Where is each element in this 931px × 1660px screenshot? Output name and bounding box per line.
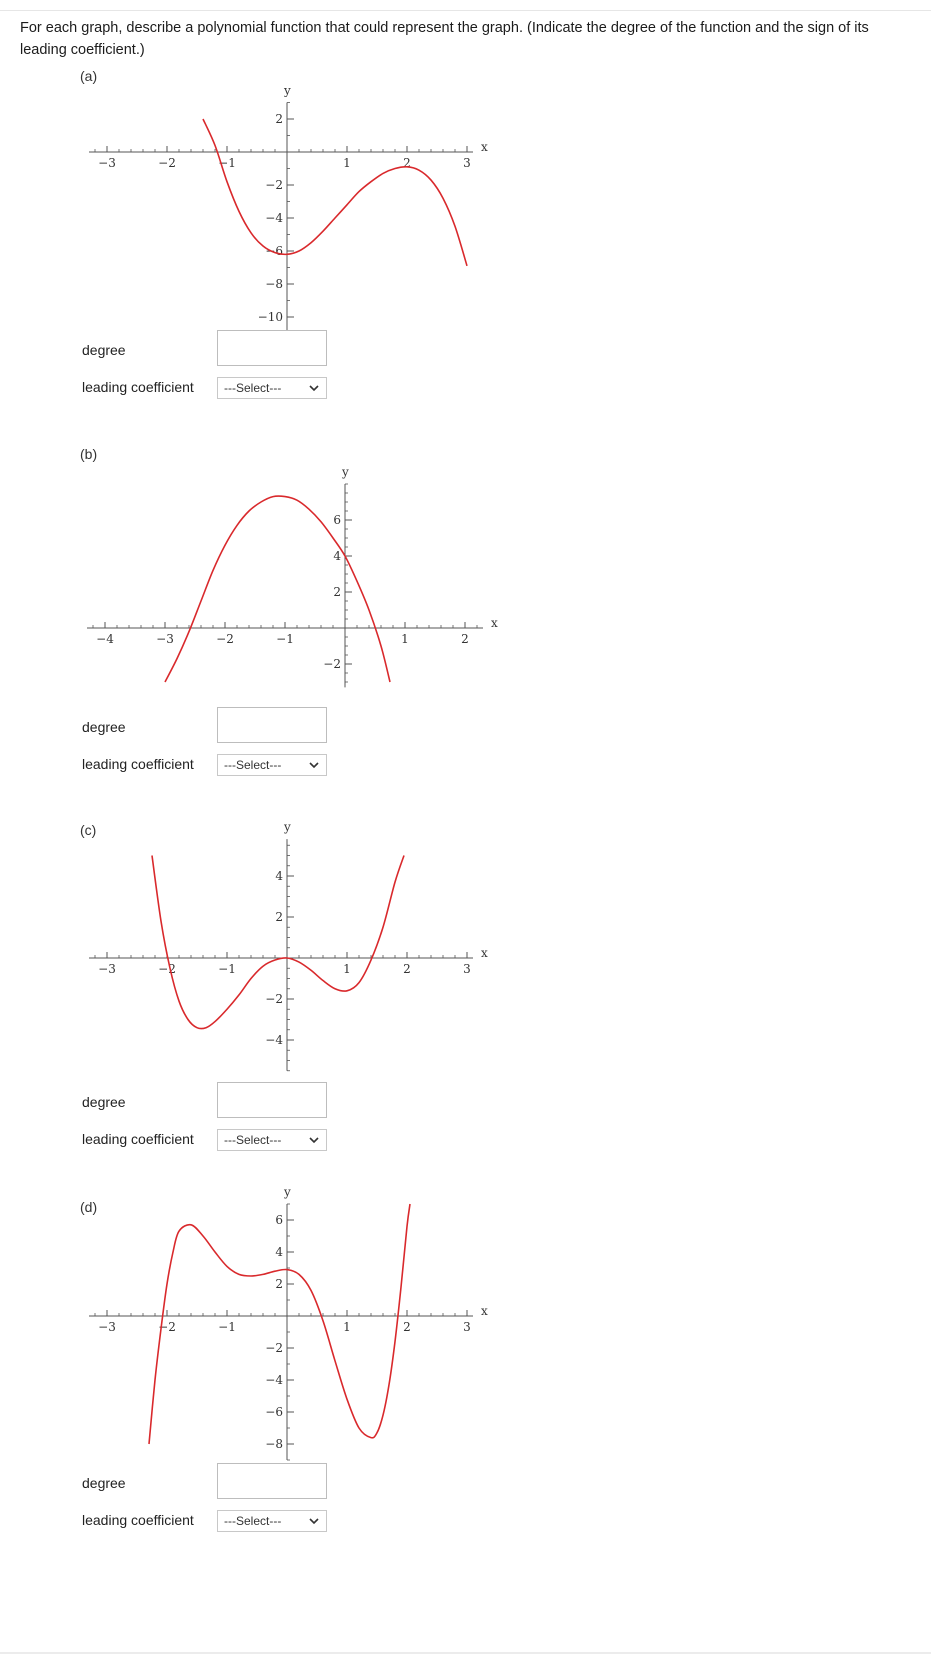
graph-a xyxy=(0,68,931,324)
y-tick-label: 4 xyxy=(275,1245,283,1259)
x-tick-label: −3 xyxy=(98,962,116,976)
y-axis-label: y xyxy=(284,83,291,98)
y-tick-label: 4 xyxy=(333,549,341,563)
leading-coefficient-select-c[interactable] xyxy=(217,1129,327,1151)
y-axis-label: y xyxy=(342,465,349,479)
x-axis-label: x xyxy=(491,616,498,630)
leading-coefficient-label: leading coefficient xyxy=(82,756,194,772)
leading-coefficient-label: leading coefficient xyxy=(82,1131,194,1147)
x-axis-label: x xyxy=(481,140,488,154)
x-tick-label: −1 xyxy=(218,962,236,976)
polynomial-curve xyxy=(165,496,390,682)
chevron-down-icon xyxy=(308,1511,320,1537)
degree-label: degree xyxy=(82,1475,126,1491)
x-tick-label: 2 xyxy=(461,632,469,646)
part-label: (b) xyxy=(80,446,98,462)
x-tick-label: −4 xyxy=(96,632,114,646)
graph-b xyxy=(0,446,931,696)
part-a xyxy=(0,68,931,458)
y-tick-label: 6 xyxy=(333,513,341,527)
chevron-down-icon xyxy=(308,378,320,404)
x-tick-label: −3 xyxy=(156,632,174,646)
y-tick-label: −4 xyxy=(265,1033,283,1047)
x-tick-label: 3 xyxy=(463,156,471,170)
part-d xyxy=(0,1185,931,1589)
part-label: (c) xyxy=(80,822,97,838)
x-tick-label: −1 xyxy=(276,632,294,646)
degree-label: degree xyxy=(82,1094,126,1110)
leading-coefficient-select-b[interactable] xyxy=(217,754,327,776)
y-tick-label: −2 xyxy=(323,657,341,671)
x-tick-label: −1 xyxy=(218,1320,236,1334)
x-tick-label: 1 xyxy=(343,1320,351,1334)
x-tick-label: −3 xyxy=(98,156,116,170)
y-tick-label: 2 xyxy=(275,1277,283,1291)
part-c xyxy=(0,822,931,1212)
x-tick-label: 1 xyxy=(343,156,351,170)
leading-coefficient-select-d[interactable] xyxy=(217,1510,327,1532)
part-b xyxy=(0,446,931,836)
x-tick-label: −2 xyxy=(158,962,176,976)
y-tick-label: −6 xyxy=(265,1405,283,1419)
select-value: ---Select--- xyxy=(224,1133,282,1147)
y-tick-label: −8 xyxy=(265,277,283,291)
x-tick-label: 2 xyxy=(403,1320,411,1334)
y-tick-label: −4 xyxy=(265,211,283,225)
x-tick-label: 2 xyxy=(403,156,411,170)
degree-input-a[interactable] xyxy=(217,330,327,366)
degree-label: degree xyxy=(82,719,126,735)
x-tick-label: 2 xyxy=(403,962,411,976)
y-tick-label: 2 xyxy=(275,112,283,126)
x-tick-label: 3 xyxy=(463,962,471,976)
select-value: ---Select--- xyxy=(224,1514,282,1528)
y-tick-label: −8 xyxy=(265,1437,283,1451)
y-tick-label: 4 xyxy=(275,869,283,883)
graph-d xyxy=(0,1185,931,1459)
chevron-down-icon xyxy=(308,1130,320,1156)
polynomial-curve xyxy=(203,119,467,266)
leading-coefficient-label: leading coefficient xyxy=(82,379,194,395)
y-tick-label: 6 xyxy=(275,1213,283,1227)
bottom-divider xyxy=(0,1652,931,1654)
chevron-down-icon xyxy=(308,755,320,781)
x-tick-label: 1 xyxy=(343,962,351,976)
x-tick-label: −3 xyxy=(98,1320,116,1334)
y-tick-label: −6 xyxy=(265,244,283,258)
select-value: ---Select--- xyxy=(224,381,282,395)
y-tick-label: 2 xyxy=(333,585,341,599)
y-axis-label: y xyxy=(284,1185,291,1199)
x-tick-label: 3 xyxy=(463,1320,471,1334)
part-label: (d) xyxy=(80,1199,98,1215)
y-tick-label: 2 xyxy=(275,910,283,924)
y-axis-label: y xyxy=(284,820,291,835)
y-tick-label: −2 xyxy=(265,178,283,192)
leading-coefficient-label: leading coefficient xyxy=(82,1512,194,1528)
y-tick-label: −10 xyxy=(257,310,283,324)
graph-c xyxy=(0,822,931,1072)
top-divider xyxy=(0,0,931,11)
x-tick-label: −2 xyxy=(158,156,176,170)
y-tick-label: −2 xyxy=(265,992,283,1006)
leading-coefficient-select-a[interactable] xyxy=(217,377,327,399)
select-value: ---Select--- xyxy=(224,758,282,772)
degree-input-c[interactable] xyxy=(217,1082,327,1118)
x-tick-label: 1 xyxy=(401,632,409,646)
x-tick-label: −2 xyxy=(216,632,234,646)
y-tick-label: −4 xyxy=(265,1373,283,1387)
x-tick-label: −1 xyxy=(218,156,236,170)
y-tick-label: −2 xyxy=(265,1341,283,1355)
part-label: (a) xyxy=(80,68,98,84)
x-axis-label: x xyxy=(481,1304,488,1318)
x-tick-label: −2 xyxy=(158,1320,176,1334)
question-instructions: For each graph, describe a polynomial function that could represent the graph. (Indicate the degree of the function and the sign of its leading coefficient.) xyxy=(20,20,869,58)
x-axis-label: x xyxy=(481,946,488,960)
degree-label: degree xyxy=(82,342,126,358)
degree-input-d[interactable] xyxy=(217,1463,327,1499)
degree-input-b[interactable] xyxy=(217,707,327,743)
